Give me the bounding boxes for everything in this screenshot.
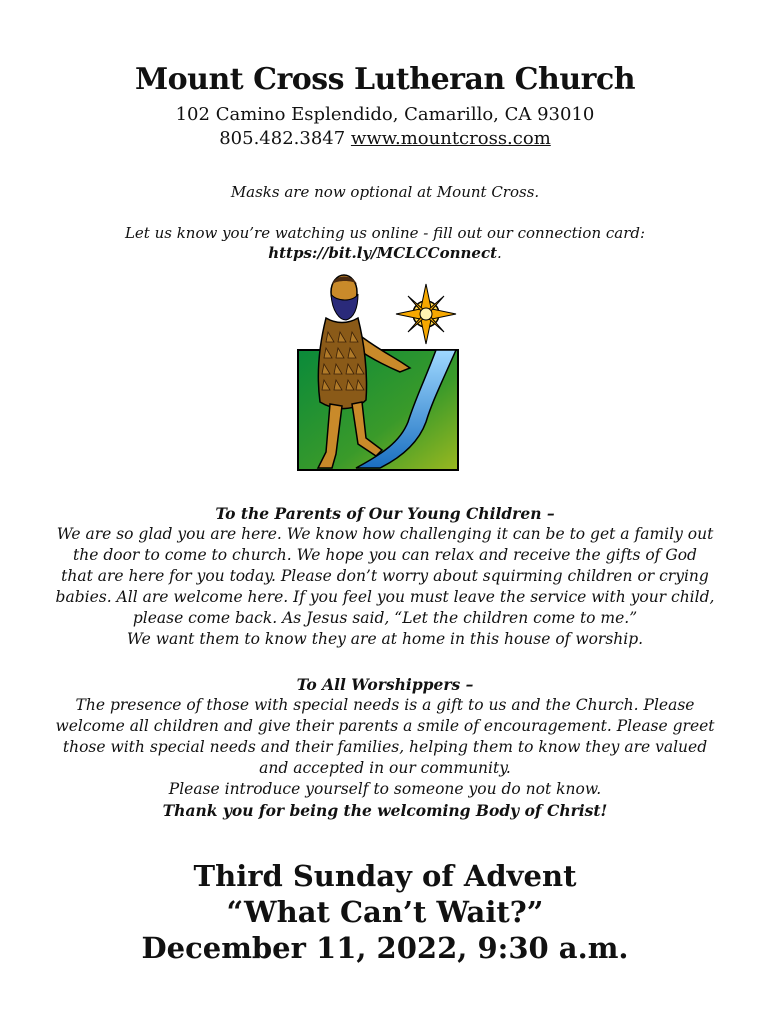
phone-number: 805.482.3847 bbox=[219, 128, 346, 149]
john-the-baptist-illustration bbox=[296, 272, 466, 487]
worshippers-section bbox=[55, 674, 715, 821]
contact-line bbox=[0, 128, 770, 149]
worshippers-thanks: Thank you for being the welcoming Body of Christ! bbox=[162, 801, 608, 820]
online-url-line bbox=[60, 243, 710, 263]
connection-card-link[interactable]: https://bit.ly/MCLCConnect bbox=[268, 244, 498, 262]
worshippers-body: The presence of those with special needs is a gift to us and the Church. Please welcome all children and give their parents a smile of encouragement. Please greet those with special needs and their families, helping them to know they are valued and accepted in our community. bbox=[55, 696, 715, 777]
worshippers-heading: To All Worshippers – bbox=[296, 675, 474, 694]
masks-notice: Masks are now optional at Mount Cross. bbox=[230, 183, 540, 201]
online-notice-text: Let us know you’re watching us online - fill out our connection card: bbox=[124, 224, 646, 242]
parents-closing: We want them to know they are at home in this house of worship. bbox=[126, 630, 644, 648]
parents-section bbox=[55, 503, 715, 650]
parents-heading: To the Parents of Our Young Children – bbox=[215, 504, 555, 523]
service-datetime: December 11, 2022, 9:30 a.m. bbox=[141, 931, 629, 965]
service-sunday: Third Sunday of Advent bbox=[193, 859, 577, 893]
online-notice bbox=[60, 223, 710, 263]
parents-body: We are so glad you are here. We know how challenging it can be to get a family out the door to come to church. We hope you can relax and receive the gifts of God that are here for you today. Please don’t worry about squirming children or crying babies. All are welcome here. If you feel you must leave the service with your child, please come back. As Jesus said, “Let the children come to me.” bbox=[55, 525, 715, 627]
website-link[interactable]: www.mountcross.com bbox=[350, 128, 551, 149]
service-theme: “What Can’t Wait?” bbox=[226, 895, 544, 929]
worshippers-introduce: Please introduce yourself to someone you do not know. bbox=[168, 780, 602, 798]
church-address: 102 Camino Esplendido, Camarillo, CA 93010 bbox=[175, 104, 595, 125]
church-name: Mount Cross Lutheran Church bbox=[134, 62, 636, 97]
online-url-period: . bbox=[497, 244, 502, 262]
service-title-block bbox=[0, 858, 770, 966]
